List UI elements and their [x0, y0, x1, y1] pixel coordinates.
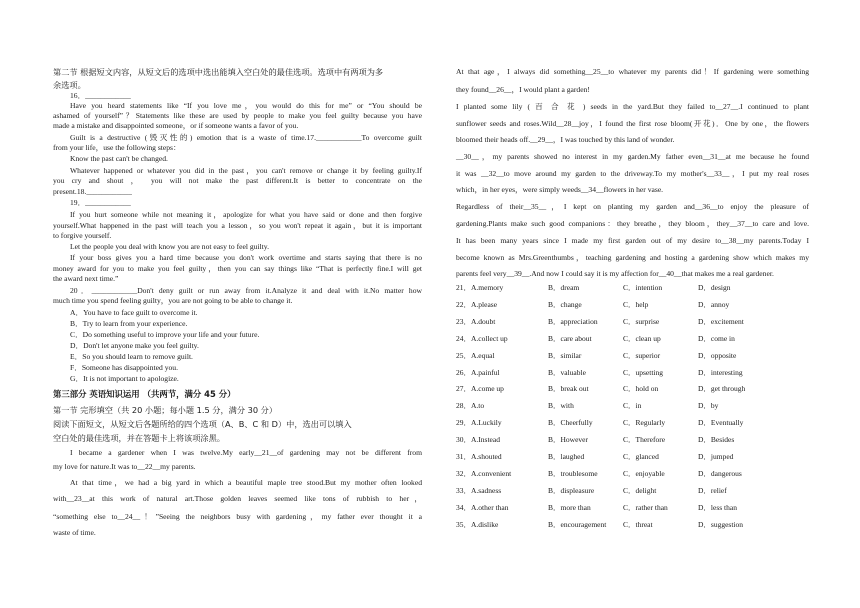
cloze-line: At that time，we had a big yard in which a beautiful maple tree stood.But my mother often looked — [70, 478, 422, 487]
question-16-blank: 16．____________ — [70, 91, 131, 100]
cloze-line: I became a gardener when I was twelve.My early__21__of gardening may not be different from — [70, 448, 422, 457]
choice-row — [430, 469, 860, 479]
choice-option-c: C．Regularly — [623, 418, 666, 428]
choice-option-d: D．opposite — [698, 350, 737, 360]
choice-row — [430, 486, 860, 496]
option-d: D．Don't let anyone make you feel guilty. — [70, 341, 199, 350]
choice-option-b: B．care about — [548, 333, 592, 343]
choice-row — [430, 317, 860, 327]
choice-option-b: B．encouragement — [548, 519, 607, 529]
section2-header-line1: 第二节 根据短文内容，从短文后的选项中选出能填入空白处的最佳选项。选项中有两项为多 — [53, 67, 384, 77]
choice-option-d: D．suggestion — [698, 519, 743, 529]
passage-line: yourself.What happened in the past will teach you a lesson，so you won't repeat it again，but it is important — [53, 221, 422, 230]
choice-option-a: 29．A.Luckily — [456, 418, 502, 428]
choice-option-a: 35．A.dislike — [456, 519, 499, 529]
choice-option-b: B．more than — [548, 502, 591, 512]
choice-option-a: 33．A.sadness — [456, 485, 502, 495]
cloze-line: waste of time. — [53, 528, 96, 537]
choice-row — [430, 283, 860, 293]
choice-option-b: B．with — [548, 401, 574, 411]
choice-option-d: D．annoy — [698, 299, 730, 309]
part3-instructions-line2: 空白处的最佳选项，并在答题卡上将该项涂黑。 — [53, 433, 225, 443]
choice-option-a: 24．A.collect up — [456, 333, 508, 343]
choice-option-a: 27．A.come up — [456, 384, 504, 394]
choice-option-a: 26．A.painful — [456, 367, 500, 377]
choice-option-d: D．interesting — [698, 367, 743, 377]
choice-option-b: B．dream — [548, 283, 580, 292]
passage-line: money award for you to make you feel guilty，then you can say things like “That is perfectly fine.I will get — [53, 264, 422, 273]
choice-option-c: C．delight — [623, 485, 657, 495]
choice-option-a: 25．A.equal — [456, 350, 495, 360]
choice-option-c: C．enjoyable — [623, 468, 665, 478]
cloze-line: __30__，my parents showed no interest in my garden.My father even__31__at me because he found — [456, 152, 809, 161]
choice-option-d: D．Eventually — [698, 418, 744, 428]
cloze-line: I planted some lily ( 百 合 花 ) seeds in the yard.But they failed to__27__.I continued to plant — [456, 102, 809, 111]
part3-instructions-line1: 阅读下面短文，从短文后各题所给的四个选项（A、B、C 和 D）中，选出可以填入 — [53, 419, 352, 429]
choice-row — [430, 384, 860, 394]
choice-option-d: D．by — [698, 401, 719, 411]
choice-option-a: 30．A.Instead — [456, 435, 500, 445]
passage-line: If you hurt someone while not meaning it，apologize for what you have said or done and then forgive — [70, 210, 422, 219]
passage-line: Guilt is a destructive (毁灭性的) emotion that is a waste of time.17.____________To overcome guilt — [70, 133, 422, 142]
choice-option-b: B．displeasure — [548, 485, 595, 495]
cloze-line: it was __32__to move around my garden to the driveway.To my mother's__33__，I put my real roses — [456, 169, 809, 178]
choice-option-c: C．upsetting — [623, 367, 664, 377]
option-e: E．So you should learn to remove guilt. — [70, 352, 193, 361]
choice-row — [430, 520, 860, 530]
choice-option-b: B．change — [548, 299, 582, 309]
passage-line: If your boss gives you a hard time because you don't work overtime and starts saying that there is no — [70, 253, 422, 262]
cloze-line: parents feel very__39__.And now I could say it is my affection for__40__that makes me a real gardener. — [456, 269, 774, 278]
cloze-line: It has been many years since I made my first garden out of my desire to__38__my parents.Today I — [456, 236, 809, 245]
choice-option-a: 22．A.please — [456, 299, 498, 309]
cloze-line: “something else to__24__！”Seeing the neighbors busy with gardening，my father ever thought it a — [53, 512, 422, 521]
option-a: A．You have to face guilt to overcome it. — [70, 308, 198, 317]
choice-option-c: C．intention — [623, 283, 663, 292]
choice-option-b: B．appreciation — [548, 316, 598, 326]
choice-option-c: C．clean up — [623, 333, 661, 343]
question-19-blank: 19．____________ — [70, 198, 131, 207]
step-heading: Know the past can't be changed. — [70, 154, 168, 163]
cloze-line: they found__26__，I would plant a garden! — [456, 85, 590, 94]
option-c: C．Do something useful to improve your life and your future. — [70, 330, 260, 339]
passage-line: to forgive yourself. — [53, 231, 112, 240]
choice-option-a: 31．A.shouted — [456, 452, 502, 461]
choice-option-d: D．dangerous — [698, 468, 742, 478]
passage-line: Have you heard statements like “If you love me，you would do this for me” or “You should be — [70, 101, 422, 110]
choice-option-c: C．threat — [623, 519, 653, 529]
choice-row — [430, 418, 860, 428]
cloze-line: At that age，I always did something__25__to whatever my parents did！If gardening were something — [456, 67, 809, 76]
choice-option-d: D．jumped — [698, 452, 734, 461]
choice-option-a: 34．A.other than — [456, 502, 509, 512]
choice-option-c: C．rather than — [623, 502, 668, 512]
choice-row — [430, 435, 860, 445]
choice-row — [430, 300, 860, 310]
passage-line: much time you spend feeling guilty，you are not going to be able to change it. — [53, 296, 293, 305]
choice-option-c: C．surprise — [623, 316, 660, 326]
choice-option-b: B．Cheerfully — [548, 418, 593, 428]
choice-option-c: C．Therefore — [623, 435, 666, 445]
choice-option-b: B．laughed — [548, 452, 585, 461]
choice-option-a: 32．A.convenient — [456, 468, 512, 478]
choice-option-c: C．superior — [623, 350, 661, 360]
choice-row — [430, 401, 860, 411]
choice-option-d: D．excitement — [698, 316, 744, 326]
passage-line: ashamed of yourself”？Statements like these are used by people to make you feel guilty because you have — [53, 111, 422, 120]
choice-option-d: D．design — [698, 283, 731, 292]
choice-option-c: C．in — [623, 401, 642, 411]
choice-option-d: D．relief — [698, 485, 727, 495]
choice-row — [430, 334, 860, 344]
choice-option-d: D．less than — [698, 502, 737, 512]
choice-option-d: D．come in — [698, 333, 735, 343]
passage-line: Whatever happened or whatever you did in the past，you can't remove or change it by feeling guilty.If — [70, 166, 422, 175]
choice-option-b: B．troublesome — [548, 468, 598, 478]
choice-option-d: D．Besides — [698, 435, 735, 445]
choice-option-b: B．valuable — [548, 367, 586, 377]
option-f: F．Someone has disappointed you. — [70, 363, 178, 372]
section2-header-line2: 余选项。 — [53, 80, 86, 90]
choice-option-c: C．hold on — [623, 384, 659, 394]
choice-option-a: 21．A.memory — [456, 283, 504, 292]
option-g: G．It is not important to apologize. — [70, 374, 179, 383]
part3-header: 第三部分 英语知识运用 （共两节，满分 45 分） — [53, 389, 236, 399]
cloze-line: my love for nature.It was to__22__my parents. — [53, 462, 196, 471]
cloze-line: become known as Mrs.Greenthumbs，teaching gardening and hosting a gardening show which makes my — [456, 253, 809, 262]
choice-row — [430, 452, 860, 462]
part3-subheader: 第一节 完形填空（共 20 小题；每小题 1.5 分，满分 30 分） — [53, 405, 278, 415]
choice-option-b: B．However — [548, 435, 588, 445]
cloze-line: bloomed their heads off.__29__，I was touched by this land of wonder. — [456, 135, 675, 144]
passage-line: from your life，use the following steps： — [53, 143, 181, 152]
step-heading: Let the people you deal with know you are not easy to feel guilty. — [70, 242, 269, 251]
choice-option-d: D．get through — [698, 384, 746, 394]
passage-line: made a mistake and disappointed someone，or if someone wants a favor of you. — [53, 121, 299, 130]
choice-option-a: 23．A.doubt — [456, 316, 496, 326]
choice-option-c: C．glanced — [623, 452, 659, 461]
passage-line: you cry and shout ， you will not make the past different.It is better to concentrate on the — [53, 176, 422, 185]
question-18-blank: present.18.____________ — [53, 187, 132, 196]
choice-row — [430, 368, 860, 378]
question-20-line: 20．____________Don't deny guilt or run away from it.Analyze it and deal with it.No matter how — [70, 286, 422, 295]
passage-line: the award next time.” — [53, 274, 119, 283]
choice-option-b: B．similar — [548, 350, 582, 360]
choice-option-c: C．help — [623, 299, 649, 309]
option-b: B．Try to learn from your experience. — [70, 319, 188, 328]
choice-row — [430, 351, 860, 361]
cloze-line: with__23__at this work of natural art.Those golden leaves seemed like tons of rubbish to her， — [53, 494, 422, 503]
choice-option-b: B．break out — [548, 384, 589, 394]
cloze-line: Regardless of their__35__，I kept on planting my garden and__36__to enjoy the pleasure of — [456, 202, 809, 211]
cloze-line: which，in her eyes，were simply weeds__34__flowers in her vase. — [456, 185, 664, 194]
cloze-line: gardening.Plants make such good companions：they breathe，they bloom，they__37__to care and love. — [456, 219, 809, 228]
cloze-line: sunflower seeds and roses.Wild__28__joy，I found the first rose bloom(开花)．One by one，the flowers — [456, 119, 809, 128]
choice-option-a: 28．A.to — [456, 401, 485, 411]
choice-row — [430, 503, 860, 513]
